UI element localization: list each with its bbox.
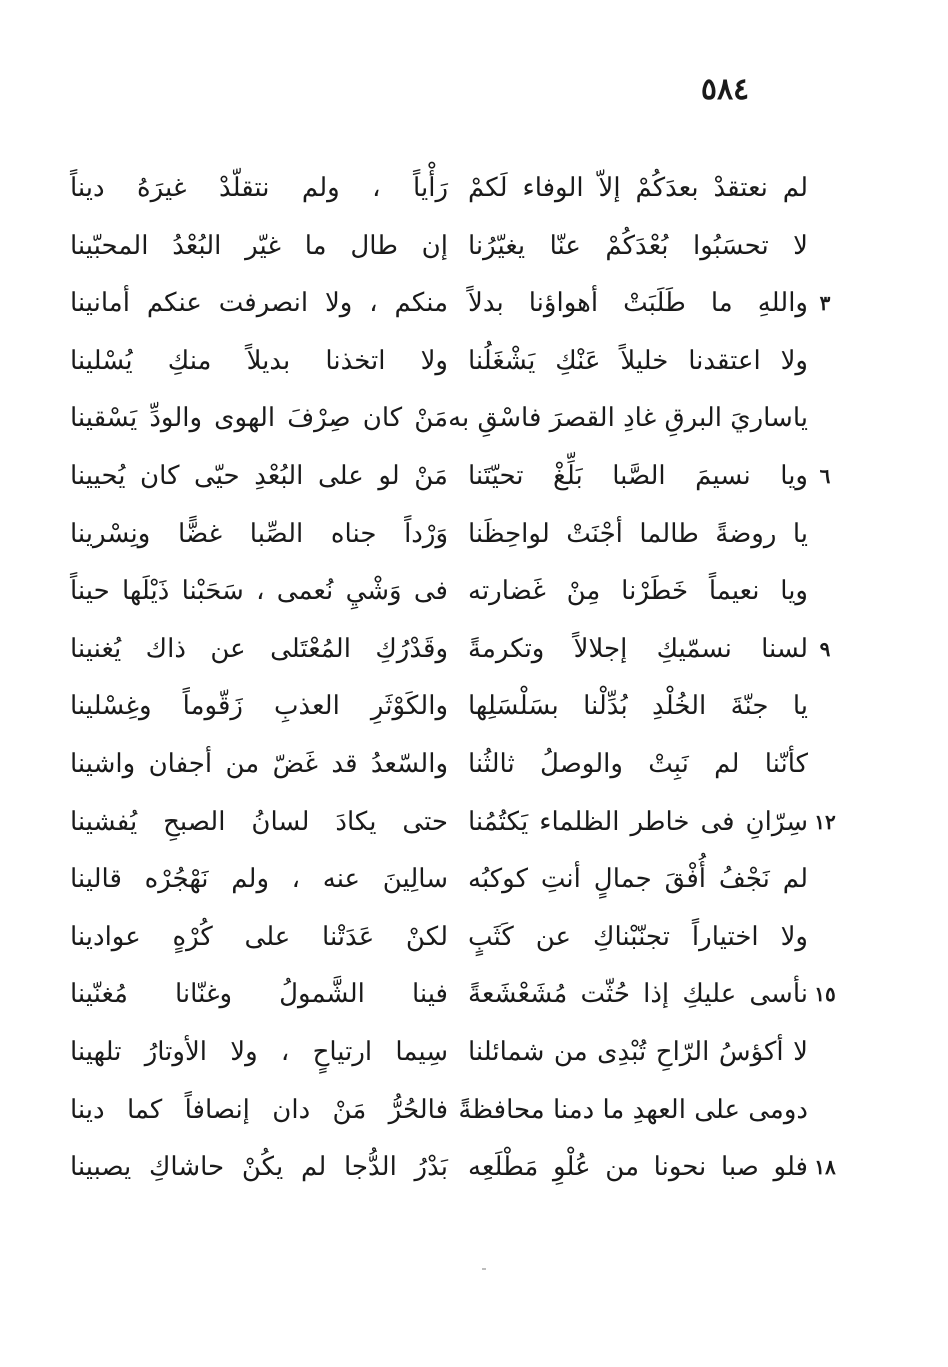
first-hemistich: نأسى عليكِ إذا حُثّت مُشَعْشَعةً xyxy=(468,979,808,1010)
verse-number xyxy=(808,909,842,967)
verse-number xyxy=(808,1024,842,1082)
second-hemistich: فى وَشْيِ نُعمى ، سَحَبْنا ذَيْلَها حيناً xyxy=(70,576,448,607)
verse-line xyxy=(0,160,948,218)
first-hemistich: واللهِ ما طَلَبَتْ أهواؤنا بدلاً xyxy=(468,288,808,319)
verse-line xyxy=(0,1024,948,1082)
verse-line xyxy=(0,1082,948,1140)
second-hemistich: سِيما ارتياحٍ ، ولا الأوتارُ تلهينا xyxy=(70,1036,448,1067)
first-hemistich: لا أكؤسُ الرّاحِ تُبْدِى من شمائلنا xyxy=(468,1036,808,1067)
second-hemistich: إن طال ما غيّر البُعْدُ المحبّينا xyxy=(70,230,448,261)
verse-line xyxy=(0,1139,948,1197)
second-hemistich: ولا اتخذنا بديلاً منكِ يُسْلينا xyxy=(70,345,448,376)
first-hemistich: ولا اختياراً تجنّبْناكِ عن كَثَبٍ xyxy=(468,921,808,952)
first-hemistich: ياساريَ البرقِ غادِ القصرَ فاسْقِ به xyxy=(448,403,808,434)
first-hemistich: لم نَجْفُ أُفْقَ جمالٍ أنتِ كوكبُه xyxy=(468,864,808,895)
verse-line xyxy=(0,506,948,564)
verse-line xyxy=(0,563,948,621)
verse-line xyxy=(0,909,948,967)
second-hemistich: سالِينَ عنه ، ولم نَهْجُرْه قالينا xyxy=(70,864,448,895)
first-hemistich: سِرّانِ فى خاطر الظلماء يَكتُمُنا xyxy=(468,806,808,837)
second-hemistich: مَنْ لو على البُعْدِ حيّى كان يُحيينا xyxy=(70,460,448,491)
verse-number xyxy=(808,678,842,736)
first-hemistich: ويا نعيماً خَطَرْنا مِنْ غَضارته xyxy=(468,576,808,607)
verse-line xyxy=(0,390,948,448)
verse-number xyxy=(808,333,842,391)
verse-number: ٦ xyxy=(819,463,831,488)
second-hemistich: منكم ، ولا انصرفت عنكم أمانينا xyxy=(70,288,448,319)
second-hemistich: لكنْ عَدَتْنا على كُرْهٍ عوادينا xyxy=(70,921,448,952)
verse-line xyxy=(0,333,948,391)
page-number: ٥٨٤ xyxy=(700,72,750,107)
verse-line xyxy=(0,794,948,852)
second-hemistich: رَأْياً ، ولم نتقلّدْ غيرَهُ ديناً xyxy=(70,173,448,203)
first-hemistich: يا روضةً طالما أجْنَتْ لواحِظَنا xyxy=(468,518,808,549)
verse-line xyxy=(0,736,948,794)
second-hemistich: بَدْرُ الدُّجا لم يكُنْ حاشاكِ يصبينا xyxy=(70,1152,448,1183)
verse-number xyxy=(808,736,842,794)
second-hemistich: فينا الشَّمولُ وغنّانا مُغنّينا xyxy=(70,979,448,1010)
second-hemistich: حتى يكادَ لسانُ الصبحِ يُفشينا xyxy=(70,806,448,837)
second-hemistich: فالحُرُّ مَنْ دان إنصافاً كما دينا xyxy=(70,1094,448,1125)
verse-number: ٣ xyxy=(819,291,831,316)
verse-line xyxy=(0,851,948,909)
verse-line xyxy=(0,966,948,1024)
verse-number xyxy=(808,160,842,218)
first-hemistich: ولا اعتقدنا خليلاً عَنْكِ يَشْغَلُنا xyxy=(468,345,808,376)
verse-line xyxy=(0,218,948,276)
second-hemistich: مَنْ كان صِرْفَ الهوى والودِّ يَسْقينا xyxy=(70,403,448,434)
first-hemistich: لم نعتقدْ بعدَكُمْ إلاّ الوفاء لَكمْ xyxy=(468,173,808,203)
first-hemistich: لسنا نسمّيكِ إجلالاً وتكرمةً xyxy=(468,633,808,664)
verse-line xyxy=(0,448,948,506)
poem xyxy=(0,160,948,1197)
second-hemistich: والكَوْثَرِ العذبِ زَقّوماً وغِسْلينا xyxy=(70,691,448,722)
first-hemistich: يا جنّةَ الخُلْدِ بُدِّلْنا بسَلْسَلِها xyxy=(468,691,808,722)
first-hemistich: لا تحسَبُوا بُعْدَكُمْ عنّا يغيّرُنا xyxy=(468,230,808,261)
verse-number xyxy=(808,390,842,448)
verse-number: ١٨ xyxy=(814,1155,836,1180)
second-hemistich: وقَدْرُكِ المُعْتَلى عن ذاك يُغنينا xyxy=(70,633,448,664)
verse-line xyxy=(0,275,948,333)
first-hemistich: كأنّنا لم نَبِتْ والوصلُ ثالثُنا xyxy=(468,748,808,779)
verse-line xyxy=(0,678,948,736)
verse-number: ٩ xyxy=(819,636,831,661)
second-hemistich: والسّعدُ قد غَضّ من أجفان واشينا xyxy=(70,748,448,779)
verse-number xyxy=(808,506,842,564)
verse-number: ١٥ xyxy=(814,982,836,1007)
verse-number xyxy=(808,1082,842,1140)
verse-number xyxy=(808,218,842,276)
verse-number xyxy=(808,851,842,909)
page-speck xyxy=(482,1268,486,1270)
verse-number: ١٢ xyxy=(814,809,836,834)
first-hemistich: فلو صبا نحونا من عُلْوِ مَطْلَعِه xyxy=(468,1152,808,1183)
second-hemistich: وَرْداً جناه الصِّبا غضًّا ونِسْرينا xyxy=(70,518,448,549)
verse-line xyxy=(0,621,948,679)
first-hemistich: دومى على العهدِ ما دمنا محافظةً xyxy=(458,1094,808,1125)
first-hemistich: ويا نسيمَ الصَّبا بَلِّغْ تحيّتَنا xyxy=(468,460,808,491)
verse-number xyxy=(808,563,842,621)
